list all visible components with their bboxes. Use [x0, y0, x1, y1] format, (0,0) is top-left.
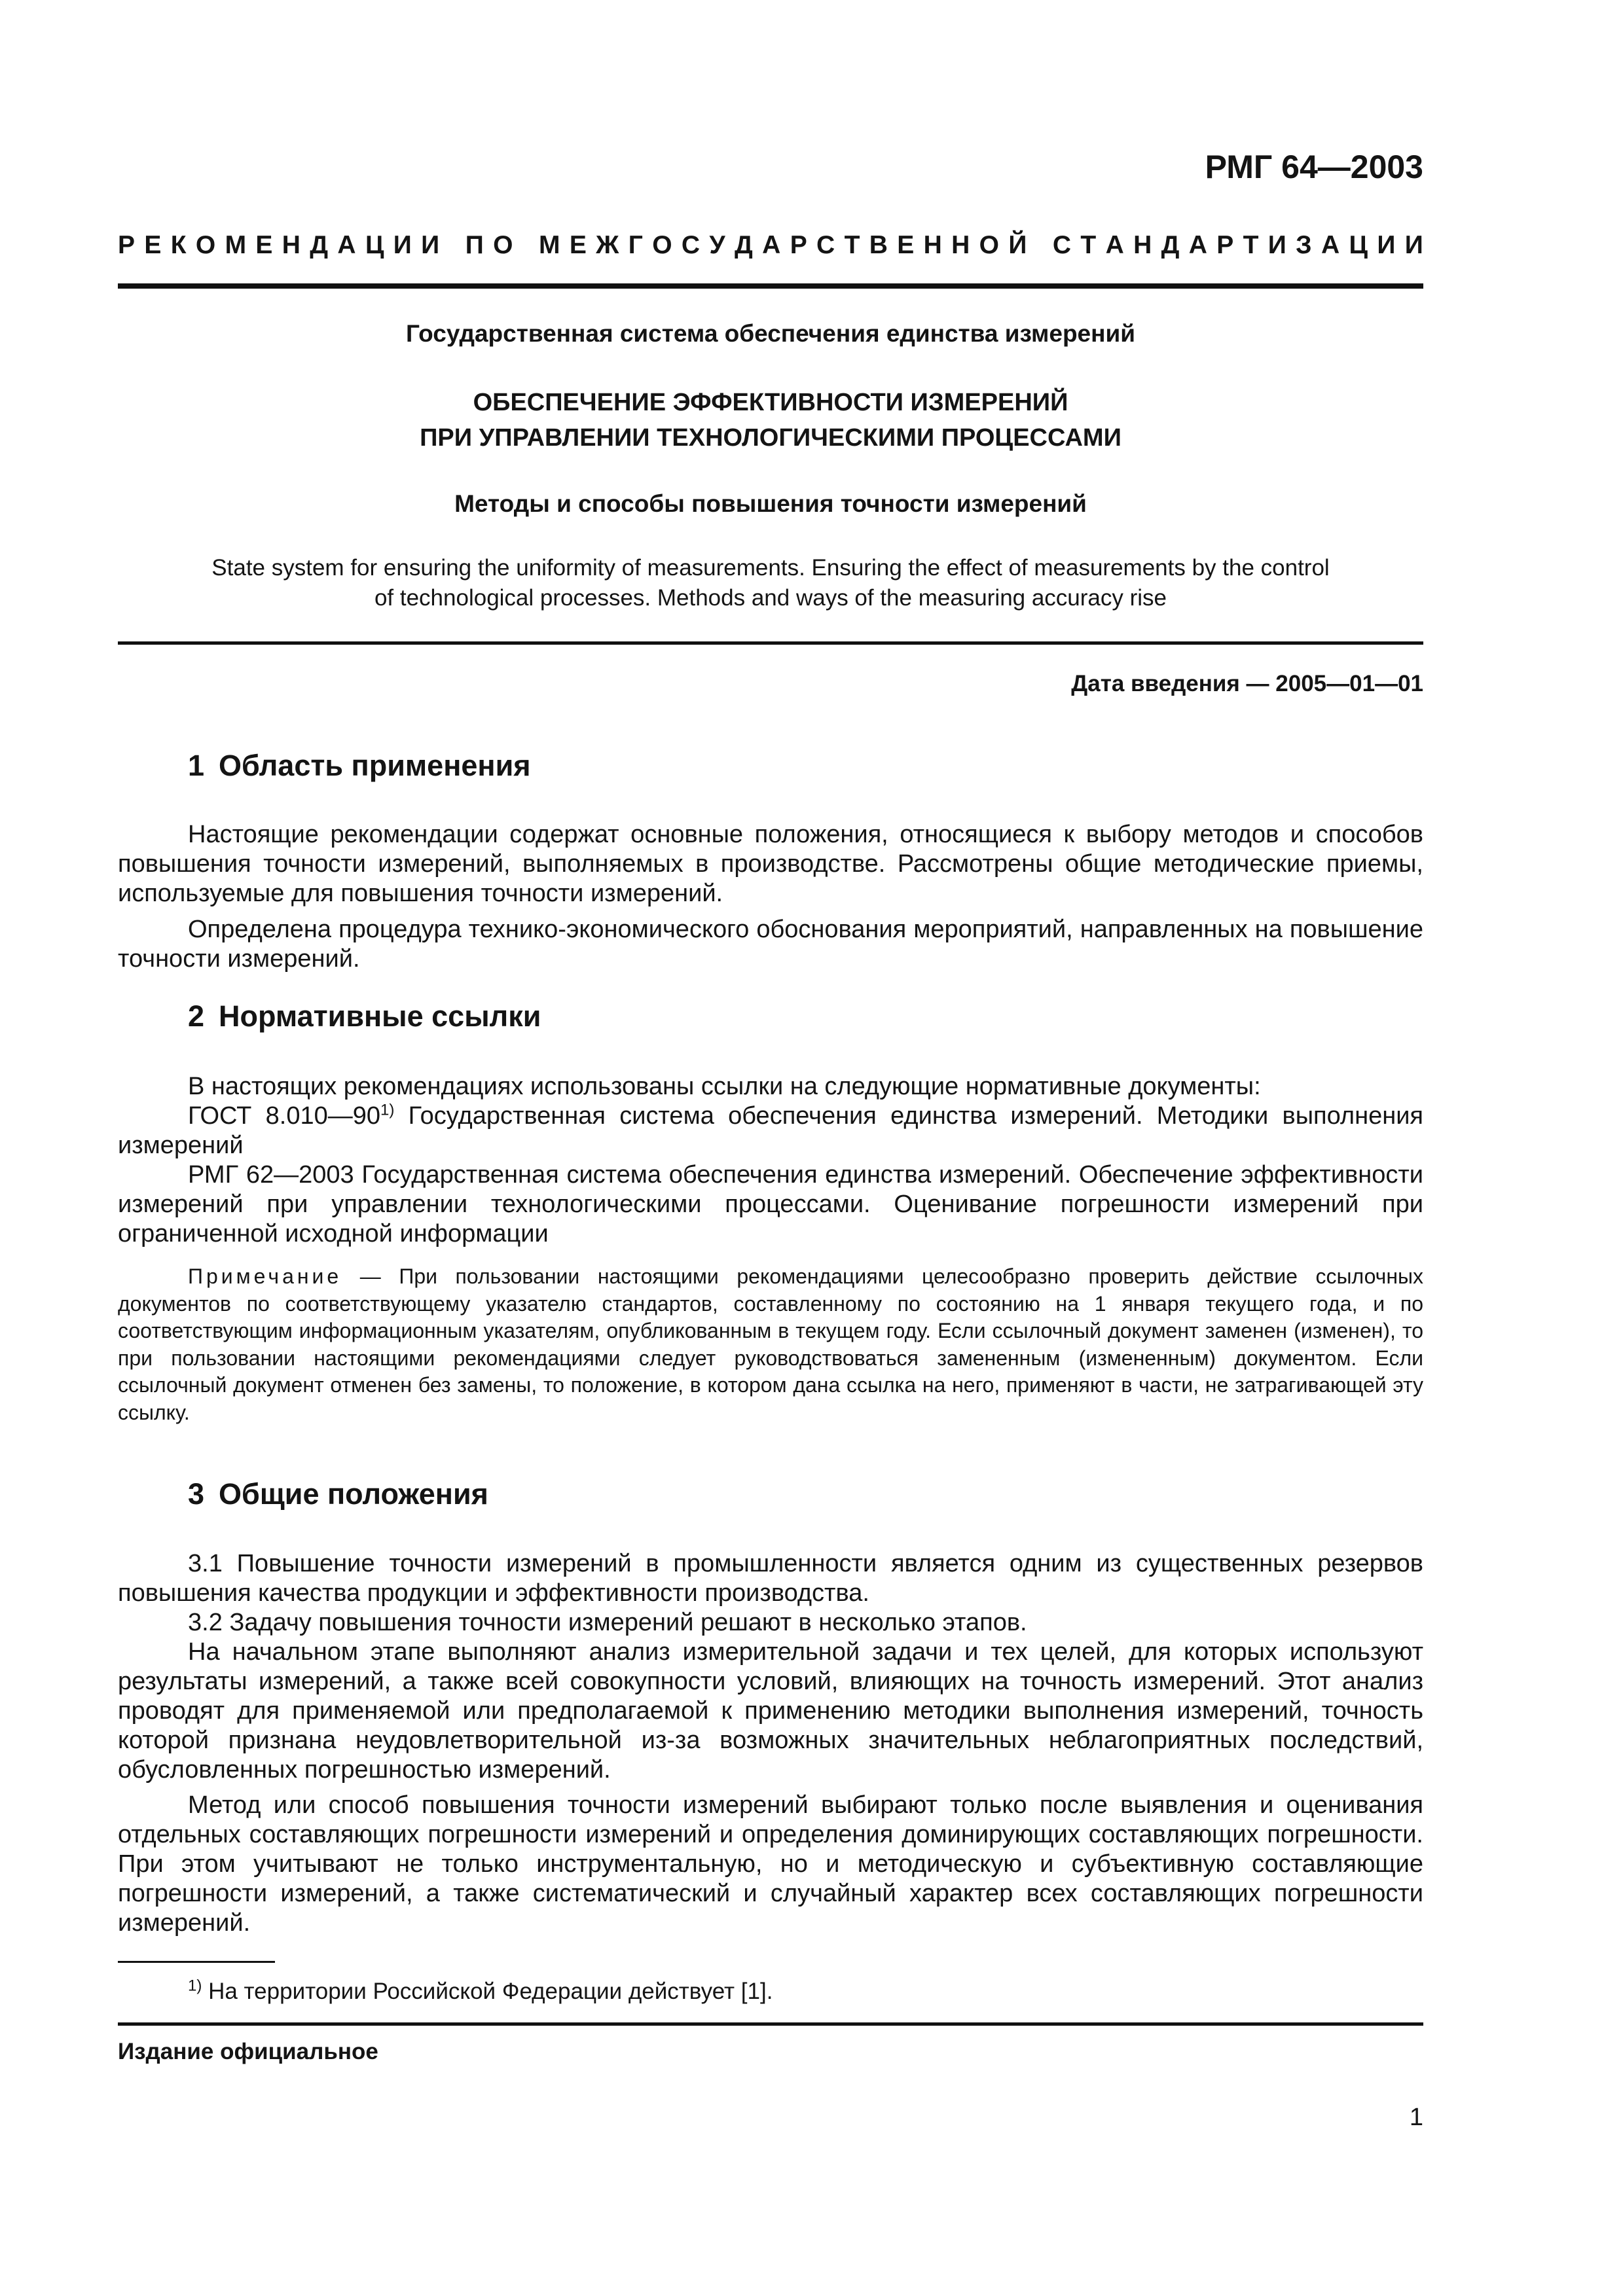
- series-title-char: О: [652, 231, 672, 259]
- note-text: — При пользовании настоящими рекомендациями целесообразно проверить действие ссылочных документов по соответствующему указателю стандартов, составленному по состоянию на 1 января текущего года, и по соответствующим информационным указателям, опубликованным в текущем году. Если ссылочный документ заменен (изменен), то при пользовании настоящими рекомендациями следует руководствоваться замененным (измененным) документом. Если ссылочный документ отменен без замены, то положение, в котором дана ссылка на него, применяют в части, не затрагивающей эту ссылку.: [118, 1265, 1423, 1424]
- series-title-char: С: [816, 231, 835, 259]
- english-title-line-2: of technological processes. Methods and ways of the measuring accuracy rise: [374, 585, 1167, 611]
- footnote-number: 1): [188, 1977, 202, 1995]
- series-title-char: Д: [1161, 231, 1180, 259]
- section-1-paragraph-2: Определена процедура технико-экономического обоснования мероприятий, направленных на повышение точности измерений.: [118, 916, 1423, 973]
- section-3-paragraph-1: 3.1 Повышение точности измерений в промышленности является одним из существенных резервов повышения качества продукции и эффективности производства.: [118, 1550, 1423, 1607]
- main-title-line-2: ПРИ УПРАВЛЕНИИ ТЕХНОЛОГИЧЕСКИМИ ПРОЦЕССАМИ: [420, 424, 1122, 452]
- footnote-rule: [118, 1961, 275, 1963]
- note: [118, 1263, 1423, 1426]
- official-edition: Издание официальное: [118, 2039, 378, 2064]
- section-3-paragraph-3: На начальном этапе выполняют анализ измерительной задачи и тех целей, для которых используют результаты измерений, а также всей совокупности условий, влияющих на точность измерений. Этот анализ проводят для применяемой или предполагаемой к применению методики выполнения измерений, точность которой признана неудовлетворительной из-за возможных значительных неблагоприятных последствий, обусловленных погрешностью измерений.: [118, 1638, 1423, 1784]
- main-title: [118, 385, 1423, 456]
- series-title-char: Ж: [596, 231, 619, 259]
- section-3-paragraph-2: 3.2 Задачу повышения точности измерений решают в несколько этапов.: [188, 1609, 1027, 1636]
- series-title-char: Д: [310, 231, 329, 259]
- reference-gost-8-010: [118, 1102, 1423, 1160]
- introduction-date: Дата введения — 2005—01—01: [1071, 671, 1423, 696]
- section-1-heading: [188, 747, 531, 784]
- main-title-line-1: ОБЕСПЕЧЕНИЕ ЭФФЕКТИВНОСТИ ИЗМЕРЕНИЙ: [473, 389, 1068, 416]
- series-title-char: Ц: [365, 231, 384, 259]
- reference-rmg-62: РМГ 62—2003 Государственная система обеспечения единства измерений. Обеспечение эффективности измерений при управлении технологическими процессами. Оценивание погрешности измерений при ограниченной исходной информации: [118, 1161, 1423, 1247]
- section-2-paragraph-1: В настоящих рекомендациях использованы ссылки на следующие нормативные документы:: [188, 1073, 1261, 1100]
- footnote-mark: 1): [380, 1101, 395, 1119]
- series-title-char: И: [1404, 231, 1423, 259]
- system-title: Государственная система обеспечения единства измерений: [406, 320, 1135, 347]
- series-title-char: Г: [628, 231, 643, 259]
- series-title-char: П: [465, 231, 484, 259]
- series-title-char: А: [1321, 231, 1340, 259]
- header-rule: [118, 283, 1423, 289]
- series-title-char: О: [979, 231, 999, 259]
- series-title-char: О: [493, 231, 513, 259]
- series-title-char: [1036, 226, 1044, 265]
- series-title-char: Е: [255, 231, 273, 259]
- series-title-char: А: [337, 231, 356, 259]
- title-rule: [118, 641, 1423, 645]
- series-title-char: С: [681, 231, 701, 259]
- series-title-char: Р: [1216, 231, 1234, 259]
- series-title-char: У: [709, 231, 725, 259]
- footnote: [188, 1975, 773, 2008]
- series-title-char: Н: [282, 231, 301, 259]
- series-title-char: Р: [118, 231, 136, 259]
- series-title-char: А: [1105, 231, 1124, 259]
- series-title-char: И: [421, 231, 440, 259]
- series-title-char: Н: [951, 231, 970, 259]
- footnote-text: На территории Российской Федерации действует [1].: [202, 1979, 773, 2004]
- series-title-char: З: [1296, 231, 1312, 259]
- section-2-number: 2: [188, 999, 205, 1033]
- reference-gost-text: Государственная система обеспечения единства измерений. Методики выполнения измерений: [118, 1102, 1424, 1159]
- series-title-char: Н: [1133, 231, 1152, 259]
- series-title-char: В: [869, 231, 888, 259]
- page-number: 1: [1409, 2104, 1423, 2131]
- document-code: РМГ 64—2003: [1205, 149, 1423, 185]
- series-title-char: И: [393, 231, 412, 259]
- section-1-title: Область применения: [219, 749, 531, 782]
- series-title-char: [449, 226, 456, 265]
- series-title-char: А: [1188, 231, 1207, 259]
- section-3-title: Общие положения: [219, 1477, 488, 1511]
- series-title-char: Е: [144, 231, 162, 259]
- series-title-char: А: [762, 231, 781, 259]
- footer-rule: [118, 2022, 1423, 2026]
- series-title-char: [522, 226, 530, 265]
- series-title-char: Т: [1243, 231, 1259, 259]
- series-title-char: Р: [790, 231, 807, 259]
- section-2-heading: [188, 998, 541, 1035]
- series-title-char: И: [1377, 231, 1396, 259]
- series-title-char: Д: [735, 231, 753, 259]
- series-title-char: Й: [1008, 231, 1027, 259]
- series-title-char: Н: [923, 231, 942, 259]
- english-title-line-1: State system for ensuring the uniformity of measurements. Ensuring the effect of measurements by the control: [211, 555, 1330, 581]
- series-title-char: К: [170, 231, 187, 259]
- reference-gost-code: ГОСТ 8.010—90: [188, 1102, 381, 1130]
- series-title-char: С: [1052, 231, 1072, 259]
- section-2-title: Нормативные ссылки: [219, 999, 541, 1033]
- series-title-char: Е: [569, 231, 587, 259]
- sub-title: Методы и способы повышения точности измерений: [454, 490, 1087, 517]
- section-3-number: 3: [188, 1477, 205, 1511]
- series-title-char: Е: [897, 231, 915, 259]
- english-title: [118, 553, 1423, 613]
- section-1-number: 1: [188, 749, 205, 782]
- section-3-paragraph-4: Метод или способ повышения точности измерений выбирают только после выявления и оценивания отдельных составляющих погрешности измерений и определения доминирующих составляющих погрешности. При этом учитывают не только инструментальную, но и методическую и субъективную составляющие погрешности измерений, а также систематический и случайный характер всех составляющих погрешности измерений.: [118, 1791, 1423, 1937]
- series-title-char: Ц: [1349, 231, 1368, 259]
- series-title: [118, 226, 1423, 265]
- section-1-paragraph-1: Настоящие рекомендации содержат основные положения, относящиеся к выбору методов и способов повышения точности измерений, выполняемых в производстве. Рассмотрены общие методические приемы, используемые для повышения точности измерений.: [118, 821, 1423, 907]
- series-title-char: М: [225, 231, 247, 259]
- series-title-char: О: [195, 231, 216, 259]
- series-title-char: Т: [1080, 231, 1097, 259]
- series-title-char: И: [1267, 231, 1286, 259]
- note-label: Примечание: [188, 1265, 342, 1288]
- section-3-heading: [188, 1476, 488, 1513]
- series-title-char: М: [538, 231, 560, 259]
- series-title-char: Т: [844, 231, 860, 259]
